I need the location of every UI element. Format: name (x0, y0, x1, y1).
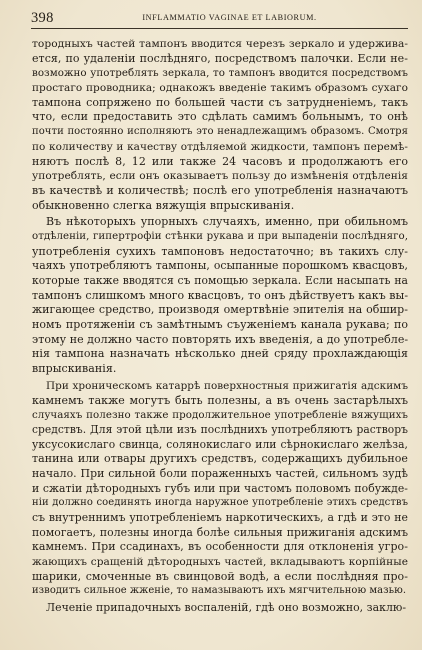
text-line: отдѣленіи, гипертрофіи стѣнки рукава и при выпаденіи послѣдняго, (32, 230, 408, 242)
text-line: камнемъ также могутъ быть полезны, а въ очень застарѣлыхъ (32, 393, 408, 407)
text-line: уксусокислаго свинца, солянокислаго или сѣрнокислаго желѣза, (32, 437, 408, 451)
text-line: начало. При сильной боли пораженныхъ частей, сильномъ зудѣ (32, 466, 408, 480)
text-line: помогаетъ, полезны иногда болѣе сильныя прижиганія адскимъ (32, 525, 408, 539)
text-line: камнемъ. При ссадинахъ, въ особенности для отклоненія угро- (32, 540, 408, 554)
page-number: 398 (31, 10, 54, 26)
page-header (31, 9, 408, 27)
text-line: которые также вводятся съ помощью зеркала. Если насыпать на (32, 274, 408, 287)
text-line: чаяхъ употребляютъ тампоны, осыпанные порошкомъ квасцовъ, (32, 259, 408, 273)
paragraph (32, 37, 408, 213)
text-line: нія тампона назначать нѣсколько дней сряду прохлаждающія (32, 347, 408, 361)
text-line: Леченіе припадочныхъ воспаленій, гдѣ оно возможно, заклю- (46, 601, 407, 615)
text-line: употребленія сухихъ тампоновъ недостаточно; въ такихъ слу- (32, 244, 408, 258)
text-line: возможно употреблять зеркала, то тампонъ вводится посредствомъ (32, 67, 408, 80)
text-line: въ качествѣ и количествѣ; послѣ его употребленія назначаютъ (32, 183, 408, 197)
text-line: почти постоянно исполняютъ это ненадлежащимъ образомъ. Смотря (32, 126, 408, 138)
text-line: жающихъ сращеній дѣтородныхъ частей, вкладываютъ корпійные (32, 556, 408, 569)
text-line: обыкновенно слегка вяжущія впрыскиванія. (32, 198, 295, 212)
text-line: этому не должно часто повторять ихъ введенія, а до употребле- (32, 332, 409, 346)
header-rule (31, 28, 408, 29)
text-line: средствъ. Для этой цѣли изъ послѣднихъ употребляютъ растворъ (32, 422, 408, 436)
running-head: INFLAMMATIO VAGINAE ET LABIORUM. (142, 13, 317, 22)
text-line: При хроническомъ катаррѣ поверхностныя прижигатія адскимъ (46, 379, 408, 392)
text-line: и сжатіи дѣтородныхъ губъ или при частомъ половомъ побужде- (32, 481, 408, 495)
text-line: простаго проводника; однакожъ введеніе такимъ образомъ сухаго (32, 82, 408, 95)
body-text (32, 37, 408, 616)
text-line: впрыскиванія. (32, 362, 117, 376)
text-line: употреблять, если онъ оказываетъ пользу до измѣненія отдѣленія (32, 170, 408, 183)
text-line: ніи должно соединять иногда наружное употребленіе этихъ средствъ (32, 497, 408, 509)
text-line: танина или отвары другихъ средствъ, содержащихъ дубильное (32, 452, 408, 466)
paragraph (32, 379, 408, 599)
text-line: Въ нѣкоторыхъ упорныхъ случаяхъ, именно, при обильномъ (46, 215, 408, 229)
text-line: шарики, смоченные въ свинцовой водѣ, а если послѣдняя про- (32, 569, 408, 583)
paragraph (32, 215, 408, 377)
text-line: няютъ послѣ 8, 12 или также 24 часовъ и продолжаютъ его (32, 154, 408, 168)
text-line: ется, по удаленіи послѣдняго, посредствомъ палочки. Если не- (32, 51, 408, 65)
text-line: изводитъ сильное жженіе, то намазываютъ ихъ мягчительною мазью. (32, 585, 407, 597)
text-line: тампона сопряжено по большей части съ затрудненіемъ, такъ (32, 95, 408, 109)
text-line: случаяхъ полезно также продолжительное употребленіе вяжущихъ (32, 409, 408, 422)
text-line: тородныхъ частей тампонъ вводится черезъ зеркало и удержива- (32, 37, 408, 50)
text-line: съ внутреннимъ употребленіемъ наркотическихъ, а гдѣ и это не (32, 511, 408, 524)
text-line: по количеству и качеству отдѣляемой жидкости, тампонъ перемѣ- (32, 140, 408, 153)
text-line: тампонъ слишкомъ много квасцовъ, то онъ дѣйствуетъ какъ вы- (32, 288, 409, 302)
paragraph (32, 601, 408, 616)
text-line: номъ протяженіи съ замѣтнымъ съуженіемъ канала рукава; по (32, 318, 408, 332)
text-line: жигающее средство, производя омертвѣніе эпителія на обшир- (32, 303, 408, 317)
text-line: что, если предоставить это сдѣлать самимъ больнымъ, то онѣ (32, 110, 408, 124)
